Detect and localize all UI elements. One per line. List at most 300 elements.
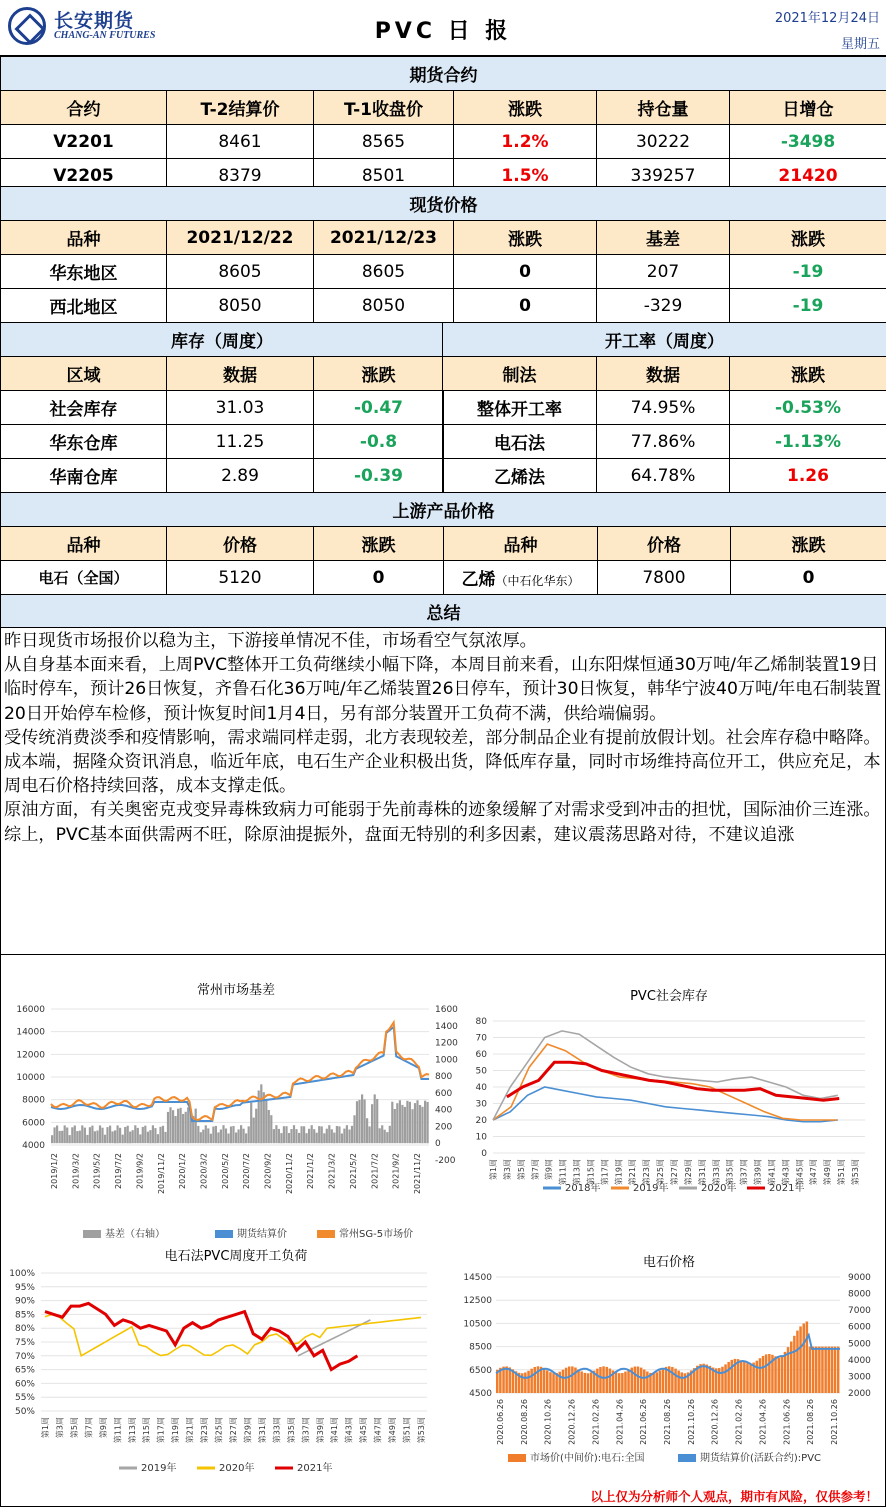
basis-bar <box>59 1131 61 1143</box>
legend-label: 2020年 <box>701 1183 737 1194</box>
cell: 8050 <box>314 289 454 323</box>
y2-tick-label: 3000 <box>848 1372 871 1383</box>
basis-bar <box>84 1128 86 1144</box>
basis-bar <box>134 1125 136 1143</box>
x-tick-label: 第21周 <box>628 1159 638 1186</box>
y-tick-label: 80 <box>475 1017 487 1027</box>
x-tick-label: 第41周 <box>767 1159 777 1186</box>
market-price-bar <box>790 1342 793 1394</box>
basis-bar <box>195 1109 197 1144</box>
col-header: T-1收盘价 <box>314 91 454 125</box>
basis-bar <box>301 1126 303 1143</box>
basis-bar <box>117 1125 119 1143</box>
market-price-bar <box>662 1369 665 1394</box>
change-cell: 1.5% <box>454 159 597 193</box>
y-tick-label: 8000 <box>22 1095 45 1106</box>
x-tick-label: 2020.12.26 <box>710 1399 720 1445</box>
legend-label: 2019年 <box>633 1183 669 1194</box>
market-price-bar <box>674 1369 677 1393</box>
basis-bar <box>414 1103 416 1143</box>
x-tick-label: 2020/11/2 <box>284 1153 294 1195</box>
basis-bar <box>89 1127 91 1143</box>
basis-bar <box>114 1130 116 1143</box>
x-tick-label: 第9周 <box>544 1159 554 1181</box>
chart-title: 电石价格 <box>642 1255 695 1270</box>
y-tick-label: 100% <box>9 1269 35 1279</box>
x-tick-label: 2021.06.26 <box>782 1399 792 1445</box>
x-tick-label: 第1周 <box>41 1417 50 1439</box>
x-tick-label: 第7周 <box>84 1417 94 1439</box>
x-tick-label: 第17周 <box>600 1159 610 1186</box>
col-header: 涨跌 <box>314 357 444 391</box>
basis-bar <box>177 1109 179 1144</box>
market-price-bar <box>627 1370 630 1393</box>
y-tick-label: 4000 <box>22 1141 45 1151</box>
x-tick-label: 2021.06.26 <box>639 1399 649 1445</box>
basis-bar <box>283 1126 285 1143</box>
table-row <box>1 289 886 323</box>
market-price-bar <box>834 1347 837 1393</box>
basis-bar <box>129 1132 131 1144</box>
operating-table <box>442 322 886 493</box>
y-tick-label: 50 <box>475 1066 487 1077</box>
basis-bar <box>169 1107 171 1143</box>
x-tick-label: 2021/7/2 <box>370 1153 380 1189</box>
market-price-bar <box>543 1368 546 1393</box>
y-tick-label: 4500 <box>469 1389 492 1399</box>
market-price-bar <box>590 1372 593 1393</box>
basis-bar <box>316 1133 318 1144</box>
y-tick-label: 60% <box>14 1379 35 1390</box>
x-tick-label: 第29周 <box>683 1159 693 1186</box>
cell: 74.95% <box>597 391 730 425</box>
legend-swatch <box>678 1454 696 1462</box>
basis-bar <box>331 1129 333 1143</box>
basis-chart <box>1 995 471 1245</box>
cell: 7800 <box>598 561 731 595</box>
x-tick-label: 2019/9/2 <box>135 1153 145 1189</box>
basis-bar <box>404 1107 406 1143</box>
basis-bar <box>290 1129 292 1143</box>
product-name-note: （中石化华东） <box>495 574 580 588</box>
report-header <box>0 0 886 56</box>
market-price-bar <box>637 1367 640 1394</box>
y-tick-label: 12000 <box>16 1050 45 1061</box>
x-tick-label: 第5周 <box>516 1159 526 1181</box>
x-tick-label: 第47周 <box>373 1417 383 1444</box>
change-cell: -19 <box>730 255 886 289</box>
x-tick-label: 第13周 <box>127 1417 137 1444</box>
basis-bar <box>424 1101 426 1144</box>
basis-bar <box>353 1115 355 1143</box>
x-tick-label: 第29周 <box>243 1417 253 1444</box>
change-cell: -1.13% <box>730 425 886 459</box>
cell: 8461 <box>167 125 314 159</box>
cell: 8379 <box>167 159 314 193</box>
x-tick-label: 第3周 <box>55 1417 65 1439</box>
market-price-bar <box>796 1331 799 1393</box>
y-tick-label: 60 <box>475 1050 487 1060</box>
product-name <box>444 561 598 595</box>
basis-bar <box>381 1125 383 1143</box>
basis-bar <box>220 1130 222 1144</box>
x-tick-label: 第43周 <box>344 1417 354 1444</box>
basis-bar <box>394 1109 396 1143</box>
basis-bar <box>182 1114 184 1143</box>
y-tick-label: 85% <box>14 1310 35 1321</box>
x-tick-label: 第19周 <box>614 1159 624 1186</box>
summary-text <box>0 627 886 955</box>
contract-name: V2201 <box>1 125 167 159</box>
basis-bar <box>285 1126 287 1143</box>
legend-label: 2021年 <box>297 1463 333 1474</box>
basis-bar <box>200 1132 202 1143</box>
cell: 30222 <box>597 125 730 159</box>
x-tick-label: 2020.10.26 <box>543 1399 553 1445</box>
market-price-bar <box>646 1372 649 1394</box>
basis-bar <box>210 1134 212 1144</box>
market-price-bar <box>821 1347 824 1393</box>
y-tick-label: 90% <box>14 1296 35 1307</box>
basis-bar <box>364 1099 366 1143</box>
col-header: 品种 <box>444 527 598 561</box>
basis-bar <box>205 1125 207 1143</box>
y2-tick-label: 1600 <box>435 1005 458 1015</box>
col-header: 涨跌 <box>731 527 886 561</box>
basis-bar <box>245 1133 247 1143</box>
x-tick-label: 2020/3/2 <box>199 1153 209 1189</box>
x-tick-label: 2020/1/2 <box>178 1153 188 1189</box>
basis-bar <box>253 1118 255 1144</box>
y-tick-label: 10000 <box>16 1073 45 1083</box>
y2-tick-label: 9000 <box>848 1273 871 1283</box>
x-tick-label: 2021/9/2 <box>391 1153 401 1189</box>
y-tick-label: 20 <box>475 1116 487 1126</box>
basis-bar <box>427 1102 429 1143</box>
market-price-bar <box>815 1347 818 1393</box>
market-price-bar <box>546 1370 549 1393</box>
basis-bar <box>293 1125 295 1143</box>
basis-bar <box>313 1129 315 1143</box>
cell: 339257 <box>597 159 730 193</box>
col-header: 涨跌 <box>314 527 444 561</box>
y2-tick-label: 600 <box>435 1088 453 1099</box>
basis-bar <box>217 1132 219 1143</box>
legend-swatch <box>317 1230 335 1238</box>
y2-tick-label: -200 <box>435 1156 456 1166</box>
x-tick-label: 第27周 <box>670 1159 679 1186</box>
basis-bar <box>379 1128 381 1143</box>
basis-bar <box>144 1126 146 1144</box>
basis-bar <box>91 1126 93 1144</box>
basis-bar <box>288 1133 290 1143</box>
y2-tick-label: 1200 <box>435 1038 458 1049</box>
x-tick-label: 第41周 <box>330 1417 340 1444</box>
x-tick-label: 第51周 <box>402 1417 412 1444</box>
x-tick-label: 第25周 <box>656 1159 666 1186</box>
basis-bar <box>295 1129 297 1143</box>
x-tick-label: 2021.10.26 <box>830 1399 839 1445</box>
basis-bar <box>142 1127 144 1143</box>
basis-bar <box>124 1127 126 1143</box>
change-cell: -19 <box>730 289 886 323</box>
basis-bar <box>139 1134 141 1143</box>
col-header: 涨跌 <box>730 221 886 255</box>
basis-bar <box>185 1112 187 1143</box>
market-price-bar <box>778 1358 781 1393</box>
table-row <box>1 459 444 493</box>
table-row <box>1 255 886 289</box>
x-tick-label: 2021.04.26 <box>758 1399 768 1445</box>
x-tick-label: 第11周 <box>558 1159 568 1186</box>
basis-bar <box>384 1130 386 1144</box>
basis-bar <box>326 1129 328 1144</box>
x-tick-label: 2021.04.26 <box>615 1399 625 1445</box>
market-price-bar <box>799 1326 802 1393</box>
x-tick-label: 2020.12.26 <box>567 1399 577 1445</box>
basis-bar <box>147 1132 149 1144</box>
basis-bar <box>361 1094 363 1143</box>
basis-bar <box>280 1133 282 1143</box>
y2-tick-label: 6000 <box>848 1322 871 1333</box>
x-tick-label: 第15周 <box>142 1417 152 1444</box>
market-price-bar <box>652 1373 655 1393</box>
y-tick-label: 55% <box>14 1393 35 1404</box>
market-price-bar <box>765 1354 768 1393</box>
y2-tick-label: 0 <box>435 1139 441 1150</box>
change-cell: -0.8 <box>314 425 444 459</box>
market-price-bar <box>824 1347 827 1393</box>
x-tick-label: 2020/5/2 <box>220 1153 230 1189</box>
basis-bar <box>51 1135 53 1143</box>
change-cell: 0 <box>454 289 597 323</box>
x-tick-label: 第25周 <box>214 1417 224 1444</box>
basis-bar <box>341 1134 343 1144</box>
market-price-bar <box>643 1370 646 1394</box>
basis-bar <box>79 1131 81 1144</box>
charts-area <box>0 955 886 1507</box>
table-row <box>443 459 886 493</box>
y2-tick-label: 200 <box>435 1122 453 1133</box>
table-row <box>443 425 886 459</box>
basis-bar <box>94 1131 96 1143</box>
company-name-cn: 长安期货 <box>54 10 135 32</box>
basis-bar <box>149 1130 151 1143</box>
chart-title: 电石法PVC周度开工负荷 <box>164 1249 308 1264</box>
y2-tick-label: 1000 <box>435 1055 458 1066</box>
market-price-bar <box>599 1367 602 1393</box>
market-price-bar <box>606 1367 609 1393</box>
x-tick-label: 第1周 <box>489 1159 498 1181</box>
basis-bar <box>374 1094 376 1143</box>
market-price-bar <box>577 1369 580 1393</box>
change-cell: -0.53% <box>730 391 886 425</box>
summary-header <box>0 594 886 628</box>
y2-tick-label: 7000 <box>848 1306 871 1317</box>
basis-bar <box>157 1134 159 1143</box>
market-price-bar <box>509 1367 512 1393</box>
cell: 8605 <box>314 255 454 289</box>
y-tick-label: 70 <box>475 1033 487 1044</box>
method-name: 电石法 <box>443 425 597 459</box>
col-header: 数据 <box>167 357 314 391</box>
market-price-bar <box>530 1369 533 1393</box>
legend-label: 期货结算价(活跃合约):PVC <box>700 1453 822 1464</box>
cell: 77.86% <box>597 425 730 459</box>
market-price-bar <box>837 1347 840 1393</box>
basis-bar <box>396 1103 398 1143</box>
x-tick-label: 第3周 <box>502 1159 512 1181</box>
x-tick-label: 第9周 <box>98 1417 108 1439</box>
basis-bar <box>278 1129 280 1143</box>
y-tick-label: 65% <box>14 1365 35 1376</box>
basis-bar <box>99 1125 101 1143</box>
market-price-bar <box>571 1366 574 1393</box>
basis-bar <box>298 1133 300 1143</box>
date-text: 2021年12月24日 <box>774 11 880 26</box>
cell: 8565 <box>314 125 454 159</box>
basis-bar <box>167 1112 169 1143</box>
basis-bar <box>104 1135 106 1144</box>
market-price-bar <box>659 1371 662 1394</box>
series-line-2021 <box>45 1303 357 1369</box>
cell: 64.78% <box>597 459 730 493</box>
change-cell: -0.47 <box>314 391 444 425</box>
market-price-bar <box>552 1373 555 1393</box>
col-header: 持仓量 <box>597 91 730 125</box>
basis-bar <box>154 1128 156 1143</box>
y2-tick-label: 1400 <box>435 1021 458 1032</box>
col-header: 品种 <box>1 527 167 561</box>
basis-bar <box>187 1107 189 1143</box>
legend-label: 市场价(中间价):电石:全国 <box>530 1453 645 1464</box>
series-line-2018年 <box>493 1087 838 1122</box>
x-tick-label: 第11周 <box>113 1417 123 1444</box>
change-cell: 1.2% <box>454 125 597 159</box>
x-tick-label: 2019/7/2 <box>114 1153 124 1189</box>
basis-bar <box>235 1133 237 1144</box>
cell: -329 <box>597 289 730 323</box>
method-name: 整体开工率 <box>443 391 597 425</box>
report-date <box>775 6 880 58</box>
y2-tick-label: 4000 <box>848 1355 871 1366</box>
basis-bar <box>207 1128 209 1143</box>
x-tick-label: 2021.08.26 <box>663 1399 672 1445</box>
x-tick-label: 第37周 <box>739 1159 749 1186</box>
summary-section-title: 总结 <box>1 595 886 628</box>
change-cell: 0 <box>731 561 886 595</box>
basis-bar <box>250 1103 252 1144</box>
col-header: 合约 <box>1 91 167 125</box>
summary-paragraph: 综上，PVC基本面供需两不旺，除原油提振外，盘面无特别的利多因素，建议震荡思路对待，不建议追涨 <box>4 824 795 845</box>
x-tick-label: 2019/1/2 <box>50 1153 59 1189</box>
summary-paragraph: 从自身基本面来看，上周PVC整体开工负荷继续小幅下降，本周目前来看，山东阳煤恒通30万吨/年乙烯制装置19日临时停车，预计26日恢复，齐鲁石化36万吨/年乙烯装置26日停车，预计30日恢复，韩华宁波40万吨/年电石制装置20日开始停车检修，预计恢复时间1月4日，另有部分装置开工负荷不满，供给端偏弱。 <box>4 655 882 724</box>
basis-bar <box>61 1131 63 1143</box>
market-price-bar <box>731 1360 734 1393</box>
x-tick-label: 2021/1/2 <box>306 1153 316 1189</box>
x-tick-label: 第37周 <box>301 1417 311 1444</box>
basis-bar <box>358 1100 360 1143</box>
basis-bar <box>101 1128 103 1144</box>
x-tick-label: 第35周 <box>286 1417 296 1444</box>
basis-bar <box>343 1129 345 1144</box>
x-tick-label: 第43周 <box>781 1159 791 1186</box>
market-price-bar <box>618 1373 621 1393</box>
basis-bar <box>248 1126 250 1143</box>
y-tick-label: 30 <box>475 1099 487 1110</box>
market-price-bar <box>737 1359 740 1393</box>
legend-swatch <box>215 1230 233 1238</box>
market-price-bar <box>749 1364 752 1394</box>
x-tick-label: 第53周 <box>851 1159 860 1186</box>
y-tick-label: 95% <box>14 1282 35 1293</box>
basis-bar <box>69 1135 71 1143</box>
x-tick-label: 2020/9/2 <box>263 1153 273 1189</box>
basis-bar <box>366 1118 368 1143</box>
x-tick-label: 第21周 <box>185 1417 195 1444</box>
basis-bar <box>175 1116 177 1143</box>
basis-bar <box>197 1126 199 1143</box>
market-price-bar <box>665 1367 668 1393</box>
region-name: 社会库存 <box>1 391 167 425</box>
col-header: 涨跌 <box>730 357 886 391</box>
y-tick-label: 40 <box>475 1083 487 1093</box>
basis-bar <box>389 1126 391 1143</box>
x-tick-label: 第45周 <box>359 1417 369 1444</box>
table-row <box>1 561 886 595</box>
x-tick-label: 2021.10.26 <box>686 1399 696 1445</box>
y-tick-label: 14500 <box>463 1273 492 1283</box>
x-tick-label: 2021.02.26 <box>734 1399 744 1445</box>
market-price-bar <box>706 1365 709 1394</box>
legend-label: 2021年 <box>769 1183 805 1194</box>
market-price-bar <box>721 1367 724 1393</box>
spot-section-title: 现货价格 <box>1 187 886 221</box>
basis-bar <box>306 1133 308 1143</box>
market-price-bar <box>740 1360 743 1393</box>
carbide-chart <box>456 1267 886 1479</box>
cell: 31.03 <box>167 391 314 425</box>
market-price-bar <box>677 1371 680 1393</box>
basis-bar <box>409 1102 411 1143</box>
market-price-bar <box>699 1364 702 1393</box>
table-row <box>1 125 886 159</box>
basis-bar <box>311 1125 313 1143</box>
x-tick-label: 第35周 <box>725 1159 735 1186</box>
basis-bar <box>212 1127 214 1144</box>
change-cell: 1.26 <box>730 459 886 493</box>
legend-label: 2019年 <box>141 1463 177 1474</box>
x-tick-label: 2021/3/2 <box>327 1153 337 1189</box>
market-price-bar <box>768 1354 771 1393</box>
x-tick-label: 第49周 <box>823 1159 833 1186</box>
basis-bar <box>96 1131 98 1144</box>
basis-bar <box>106 1127 108 1143</box>
x-tick-label: 2019/11/2 <box>156 1153 166 1195</box>
basis-bar <box>81 1125 83 1143</box>
market-price-bar <box>762 1356 765 1393</box>
x-tick-label: 第33周 <box>711 1159 721 1186</box>
cell: 8501 <box>314 159 454 193</box>
legend-swatch <box>83 1230 101 1238</box>
market-price-bar <box>809 1347 812 1393</box>
basis-bar <box>127 1126 129 1144</box>
market-price-bar <box>549 1372 552 1393</box>
legend-label: 期货结算价 <box>237 1229 287 1240</box>
inventory-section-title: 库存（周度） <box>1 323 444 357</box>
basis-bar <box>172 1110 174 1143</box>
market-price-bar <box>565 1368 568 1393</box>
